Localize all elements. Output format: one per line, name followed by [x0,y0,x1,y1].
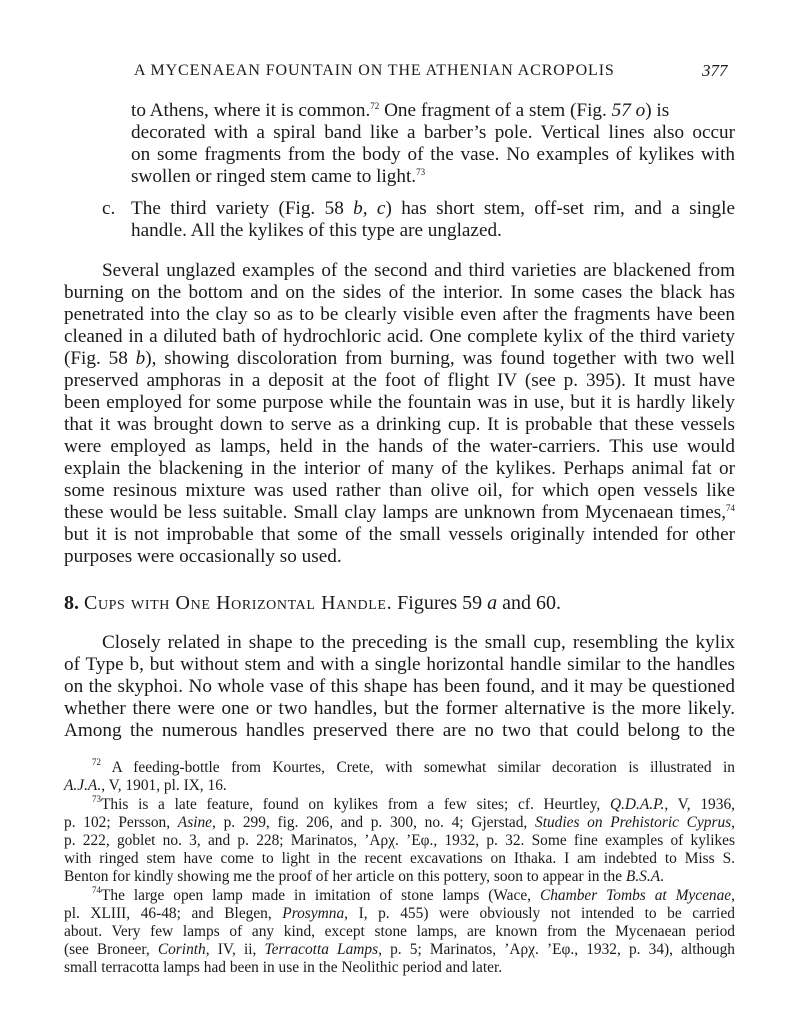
body-line: Among the numerous handles preserved there are no two that could belong to the [64,720,735,741]
page-number: 377 [702,61,728,80]
footnote-74-line: pl. XLIII, 46-48; and Blegen, Prosymna, I, p. 455) were obviously not intended to be carried [64,905,735,922]
footnote-74-line: about. Very few lamps of any kind, except stone lamps, are known from the Mycenaean period [64,923,735,940]
body-line: Several unglazed examples of the second and third varieties are blackened from [102,260,735,281]
body-line: decorated with a spiral band like a barber’s pole. Vertical lines also occur [131,122,735,143]
footnote-73-line: Benton for kindly showing me the proof of her article on this pottery, soon to appear in the B.S.A. [64,868,664,885]
footnote-72: $^{72}$ A feeding-bottle from Kourtes, Crete, with somewhat similar decoration is illustrated in [92,757,735,776]
footnote-ref-73[interactable]: 73 [416,167,426,177]
body-line: whether there were one or two handles, but the former alternative is the more likely. [64,698,735,719]
footnote-73: $^{73}$This is a late feature, found on kylikes from a few sites; cf. Heurtley, Q.D.A.P., V, 1936, [92,794,735,813]
body-line: burning on the bottom and on the sides of the interior. In some cases the black has [64,282,735,303]
body-line: preserved amphoras in a deposit at the foot of flight IV (see p. 395). It must have [64,370,735,391]
footnote-74-line: (see Broneer, Corinth, IV, ii, Terracotta Lamps, p. 5; Marinatos, ’Αρχ. ’Εφ., 1932, p. 34), although [64,941,735,958]
body-line: some resinous mixture was used rather than olive oil, for which open vessels like [64,480,735,501]
body-line: Closely related in shape to the preceding is the small cup, resembling the kylix [102,632,735,653]
body-line: been employed for some purpose while the fountain was in use, but it is hardly likely [64,392,735,413]
footnote-73-line: p. 222, goblet no. 3, and p. 228; Marinatos, ’Αρχ. ’Εφ., 1932, p. 32. Some fine examples of kylikes [64,832,735,849]
footnote-number: 73 [92,794,101,804]
footnote-number: 72 [92,757,101,767]
footnote-ref-72[interactable]: 72 [370,101,380,111]
body-line: penetrated into the clay so as to be clearly visible even after the fragments have been [64,304,735,325]
list-marker-c: c. [102,198,116,219]
body-line: purposes were occasionally so used. [64,546,342,567]
body-line: of Type b, but without stem and with a single horizontal handle similar to the handles [64,654,735,675]
item-c-line: handle. All the kylikes of this type are unglazed. [131,220,502,241]
section-title: Cups with One Horizontal Handle. [84,592,393,614]
body-line: to Athens, where it is common.$^{72}$ One fragment of a stem (Fig. 57 o) is [131,100,670,121]
footnote-72-line: A.J.A., V, 1901, pl. IX, 16. [64,777,227,794]
footnote-74-line: small terracotta lamps had been in use in the Neolithic period and later. [64,959,503,976]
footnote-73-line: p. 102; Persson, Asine, p. 299, fig. 206, and p. 300, no. 4; Gjerstad, Studies on Prehistoric Cyprus, [64,814,736,831]
running-title: A MYCENAEAN FOUNTAIN ON THE ATHENIAN ACROPOLIS [134,62,615,79]
body-line: these would be less suitable. Small clay lamps are unknown from Mycenaean times,$^{74}$ [64,502,735,523]
body-line: that it was brought down to serve as a drinking cup. It is probable that these vessels [64,414,735,435]
item-c-line: The third variety (Fig. 58 b, c) has short stem, off-set rim, and a single [131,198,735,219]
footnote-ref-74[interactable]: 74 [726,503,735,513]
body-line: but it is not improbable that some of the small vessels originally intended for other [64,524,735,545]
body-line: on the skyphoi. No whole vase of this shape has been found, and it may be questioned [64,676,735,697]
body-line: on some fragments from the body of the vase. No examples of kylikes with [131,144,735,165]
section-number: 8. [64,592,79,614]
body-line: (Fig. 58 b), showing discoloration from burning, was found together with two well [64,348,735,369]
section-heading: 8. Cups with One Horizontal Handle. Figures 59 a and 60. [64,592,562,614]
footnote-73-line: with ringed stem have come to light in the recent excavations on Ithaka. I am indebted to Miss S. [64,850,735,867]
footnote-number: 74 [92,885,101,895]
body-line: cleaned in a diluted bath of hydrochloric acid. One complete kylix of the third variety [64,326,735,347]
body-line: explain the blackening in the interior of many of the kylikes. Perhaps animal fat or [64,458,735,479]
footnote-74: $^{74}$The large open lamp made in imitation of stone lamps (Wace, Chamber Tombs at Mycenae, [92,885,735,904]
body-line: were employed as lamps, held in the hands of the water-carriers. This use would [64,436,735,457]
body-line: swollen or ringed stem came to light.$^{73}$ [131,166,426,187]
